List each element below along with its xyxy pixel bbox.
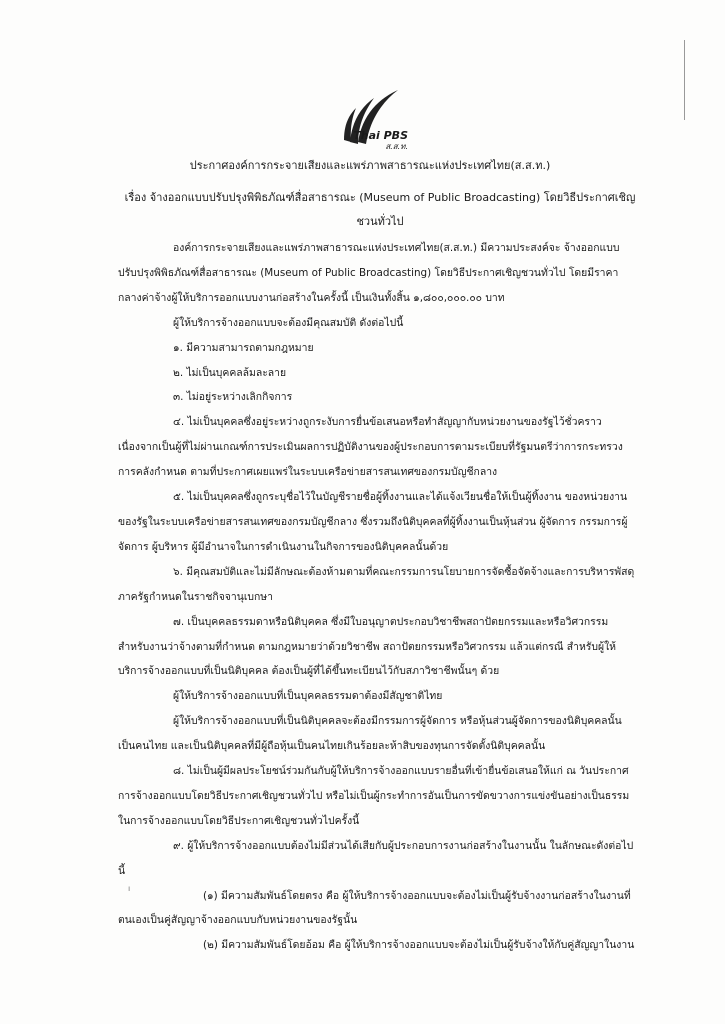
paragraph: ๔. ไม่เป็นบุคคลซึ่งอยู่ระหว่างถูกระงับการยื่นข้อเสนอหรือทำสัญญากับหน่วยงานของรัฐไว้ชั่วคราว เนื่องจากเป็นผู้ที่ไม่ผ่านเกณฑ์การประเมินผลการปฏิบัติงานของผู้ประกอบการตามระเบียบที่รัฐมนตรีว่าการกระทรวงการคลังกำหนด ตามที่ประกาศเผยแพร่ในระบบเครือข่ายสารสนเทศของกรมบัญชีกลาง <box>118 416 623 479</box>
paragraph: ๗. เป็นบุคคลธรรมดาหรือนิติบุคคล ซึ่งมีใบอนุญาตประกอบวิชาชีพสถาปัตยกรรมและหรือวิศวกรรม สำหรับงานว่าจ้างตามที่กำหนด ตามกฎหมายว่าด้วยวิชาชีพ สถาปัตยกรรมหรือวิศวกรรม แล้วแต่กรณี สำหรับผู้ให้บริการจ้างออกแบบที่เป็นนิติบุคคล ต้องเป็นผู้ที่ได้ขึ้นทะเบียนไว้กับสภาวิชาชีพนั้นๆ ด้วย <box>118 615 616 678</box>
paragraph: ๒. ไม่เป็นบุคคลล้มละลาย <box>173 366 287 379</box>
subject-line-1: เรื่อง จ้างออกแบบปรับปรุงพิพิธภัณฑ์สื่อสาธารณะ (Museum of Public Broadcasting) โดยวิธีประกาศเชิญ <box>124 191 636 204</box>
paragraph: ผู้ให้บริการจ้างออกแบบที่เป็นนิติบุคคลจะต้องมีกรรมการผู้จัดการ หรือหุ้นส่วนผู้จัดการของนิติบุคคลนั้นเป็นคนไทย และเป็นนิติบุคคลที่มีผู้ถือหุ้นเป็นคนไทยเกินร้อยละห้าสิบของทุนการจัดตั้งนิติบุคคลนั้น <box>118 715 622 753</box>
paragraph: (๒) มีความสัมพันธ์โดยอ้อม คือ ผู้ให้บริการจ้างออกแบบจะต้องไม่เป็นผู้รับจ้างให้กับคู่สัญญาในงาน <box>203 939 635 952</box>
logo-sub: ส.ส.ท. <box>385 142 408 151</box>
paragraph: ๙. ผู้ให้บริการจ้างออกแบบต้องไม่มีส่วนได้เสียกับผู้ประกอบการงานก่อสร้างในงานนั้น ในลักษณะดังต่อไปนี้ <box>118 839 634 877</box>
subject-line-2: ชวนทั่วไป <box>356 215 404 228</box>
paragraph: ผู้ให้บริการจ้างออกแบบจะต้องมีคุณสมบัติ ดังต่อไปนี้ <box>173 316 404 329</box>
margin-mark: ı <box>128 884 131 893</box>
scan-edge-line <box>684 40 685 120</box>
document-title: ประกาศองค์การกระจายเสียงและแพร่ภาพสาธารณะแห่งประเทศไทย(ส.ส.ท.) <box>189 159 551 172</box>
paragraph: ๖. มีคุณสมบัติและไม่มีลักษณะต้องห้ามตามที่คณะกรรมการนโยบายการจัดซื้อจัดจ้างและการบริหารพัสดุภาครัฐกำหนดในราชกิจจานุเบกษา <box>118 565 635 603</box>
document-subject <box>80 186 680 234</box>
logo-name: Thai PBS <box>353 129 408 142</box>
paragraph: องค์การกระจายเสียงและแพร่ภาพสาธารณะแห่งประเทศไทย(ส.ส.ท.) มีความประสงค์จะ จ้างออกแบบปรับปรุงพิพิธภัณฑ์สื่อสาธารณะ (Museum of Public Broadcasting) โดยวิธีประกาศเชิญชวนทั่วไป โดยมีราคากลางค่าจ้างผู้ให้บริการออกแบบงานก่อสร้างในครั้งนี้ เป็นเงินทั้งสิ้น ๑,๘๐๐,๐๐๐.๐๐ บาท <box>118 242 620 304</box>
paragraph: ผู้ให้บริการจ้างออกแบบที่เป็นบุคคลธรรมดาต้องมีสัญชาติไทย <box>173 690 443 703</box>
thai-pbs-logo-icon <box>328 72 408 172</box>
document-body <box>118 236 638 958</box>
paragraph: (๑) มีความสัมพันธ์โดยตรง คือ ผู้ให้บริการจ้างออกแบบจะต้องไม่เป็นผู้รับจ้างงานก่อสร้างในงานที่ตนเองเป็นคู่สัญญาจ้างออกแบบกับหน่วยงานของรัฐนั้น <box>118 889 631 927</box>
paragraph: ๑. มีความสามารถตามกฎหมาย <box>173 341 314 354</box>
paragraph: ๘. ไม่เป็นผู้มีผลประโยชน์ร่วมกันกับผู้ให้บริการจ้างออกแบบรายอื่นที่เข้ายื่นข้อเสนอให้แก่ ณ วันประกาศการจ้างออกแบบโดยวิธีประกาศเชิญชวนทั่วไป หรือไม่เป็นผู้กระทำการอันเป็นการขัดขวางการแข่งขันอย่างเป็นธรรม ในการจ้างออกแบบโดยวิธีประกาศเชิญชวนทั่วไปครั้งนี้ <box>118 765 630 827</box>
paragraph: ๓. ไม่อยู่ระหว่างเลิกกิจการ <box>173 391 293 404</box>
paragraph: ๕. ไม่เป็นบุคคลซึ่งถูกระบุชื่อไว้ในบัญชีรายชื่อผู้ทิ้งงานและได้แจ้งเวียนชื่อให้เป็นผู้ทิ้งงาน ของหน่วยงานของรัฐในระบบเครือข่ายสารสนเทศของกรมบัญชีกลาง ซึ่งรวมถึงนิติบุคคลที่ผู้ทิ้งงานเป็นหุ้นส่วน ผู้จัดการ กรรมการผู้จัดการ ผู้บริหาร ผู้มีอำนาจในการดำเนินงานในกิจการของนิติบุคคลนั้นด้วย <box>118 491 628 553</box>
